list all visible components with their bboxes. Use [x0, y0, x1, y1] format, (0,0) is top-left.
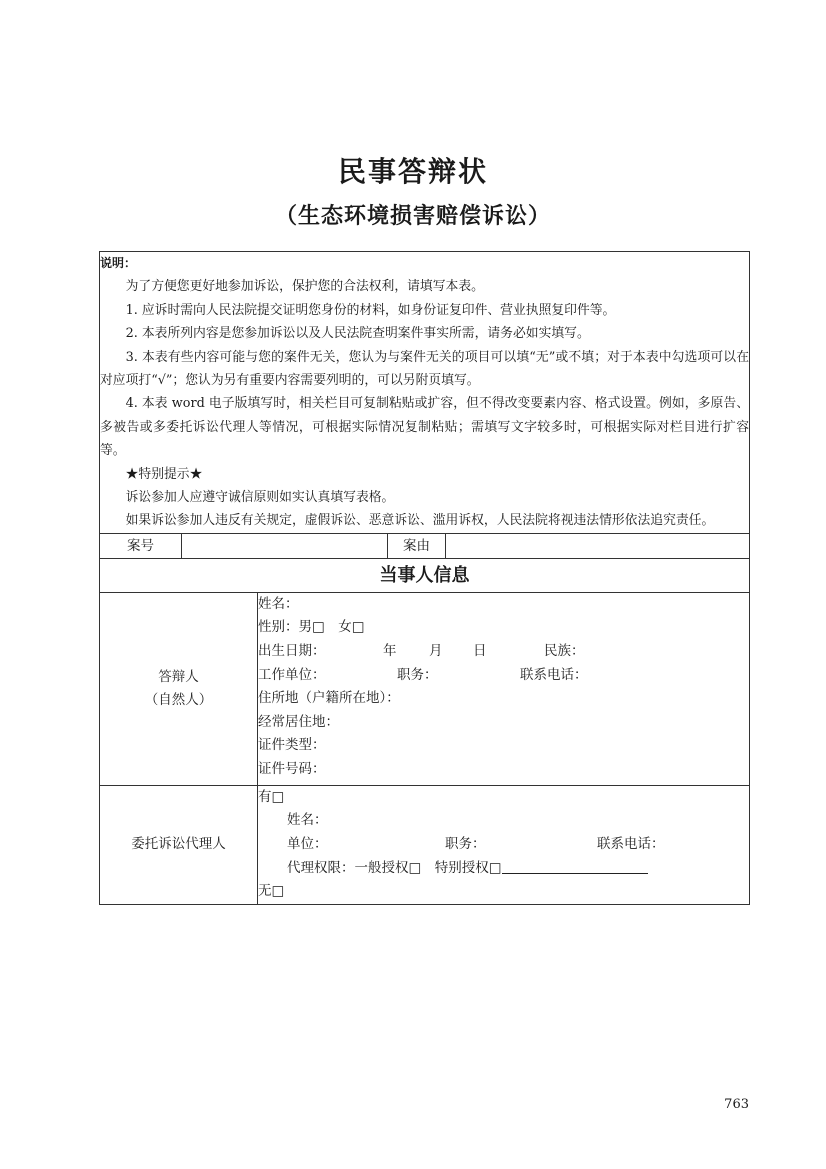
case-cause-field[interactable]	[446, 533, 750, 558]
respondent-role-label: 答辩人	[158, 668, 199, 685]
complaint-form-table	[99, 251, 750, 905]
agent-position-label: 职务：	[445, 836, 486, 853]
agent-role-cell: 委托诉讼代理人	[100, 785, 258, 904]
instructions-row	[100, 252, 750, 534]
case-number-label: 案号	[100, 533, 182, 558]
instruction-paragraph: 4. 本表 word 电子版填写时，相关栏目可复制粘贴或扩容，但不得改变要素内容、格式设置。例如，多原告、多被告或多委托诉讼代理人等情况，可根据实际情况复制粘贴；需填写文字较多时，可根据实际对栏目进行扩容等。	[100, 396, 749, 459]
respondent-phone-label: 联系电话：	[520, 666, 588, 683]
agent-info-cell[interactable]	[258, 785, 750, 904]
agent-has-option[interactable]: 有□	[258, 788, 285, 805]
case-cause-label: 案由	[388, 533, 446, 558]
respondent-birth-label: 出生日期：	[258, 643, 326, 660]
instruction-paragraph: 1. 应诉时需向人民法院提交证明您身份的材料，如身份证复印件、营业执照复印件等。	[125, 302, 616, 318]
agent-unit-label: 单位：	[287, 836, 328, 853]
party-info-section-row	[100, 558, 750, 592]
case-info-row	[100, 533, 750, 558]
respondent-role-cell	[100, 592, 258, 785]
instruction-paragraph: 2. 本表所列内容是您参加诉讼以及人民法院查明案件事实所需，请务必如实填写。	[125, 326, 590, 342]
instruction-paragraph: 诉讼参加人应遵守诚信原则如实认真填写表格。	[125, 490, 395, 506]
special-authority-blank-line[interactable]	[502, 859, 648, 874]
respondent-gender-label[interactable]: 性别：男□ 女□	[258, 619, 365, 636]
instruction-paragraph: 如果诉讼参加人违反有关规定，虚假诉讼、恶意诉讼、滥用诉权，人民法院将视违法情形依法追究责任。	[125, 513, 715, 529]
respondent-position-label: 职务：	[397, 666, 438, 683]
instruction-paragraph: 3. 本表有些内容可能与您的案件无关，您认为与案件无关的项目可以填“无”或不填；对于本表中勾选项可以在对应项打“√”；您认为另有重要内容需要列明的，可以另附页填写。	[100, 349, 749, 389]
document-subtitle: （生态环境损害赔偿诉讼）	[274, 204, 551, 229]
respondent-info-cell[interactable]	[258, 592, 750, 785]
respondent-ethnicity-label: 民族：	[544, 643, 585, 660]
special-notice-heading: ★特别提示★	[125, 466, 203, 482]
agent-phone-label: 联系电话：	[597, 836, 665, 853]
respondent-id-type-label: 证件类型：	[258, 737, 326, 754]
agent-none-option[interactable]: 无□	[258, 883, 285, 900]
respondent-employer-label: 工作单位：	[258, 666, 326, 683]
page-number: 763	[724, 1097, 749, 1112]
instruction-paragraph: 为了方便您更好地参加诉讼，保护您的合法权利，请填写本表。	[125, 279, 484, 295]
agent-authority-label[interactable]: 代理权限：一般授权□ 特别授权□	[287, 859, 502, 876]
respondent-domicile-label: 住所地（户籍所在地）：	[258, 690, 400, 707]
respondent-row	[100, 592, 750, 785]
instructions-cell	[100, 252, 750, 534]
case-number-field[interactable]	[182, 533, 388, 558]
party-info-title: 当事人信息	[100, 558, 750, 592]
respondent-name-label: 姓名：	[258, 595, 299, 612]
respondent-residence-label: 经常居住地：	[258, 713, 339, 730]
respondent-id-number-label: 证件号码：	[258, 761, 326, 778]
birth-day-label: 日	[473, 643, 487, 660]
birth-year-label: 年	[383, 643, 397, 660]
agent-name-label: 姓名：	[287, 812, 328, 829]
instructions-heading: 说明：	[100, 256, 137, 270]
agent-row	[100, 785, 750, 904]
respondent-role-type: （自然人）	[144, 691, 213, 708]
agent-authority-group	[287, 857, 648, 881]
birth-month-label: 月	[429, 643, 443, 660]
document-title: 民事答辩状	[337, 155, 488, 188]
